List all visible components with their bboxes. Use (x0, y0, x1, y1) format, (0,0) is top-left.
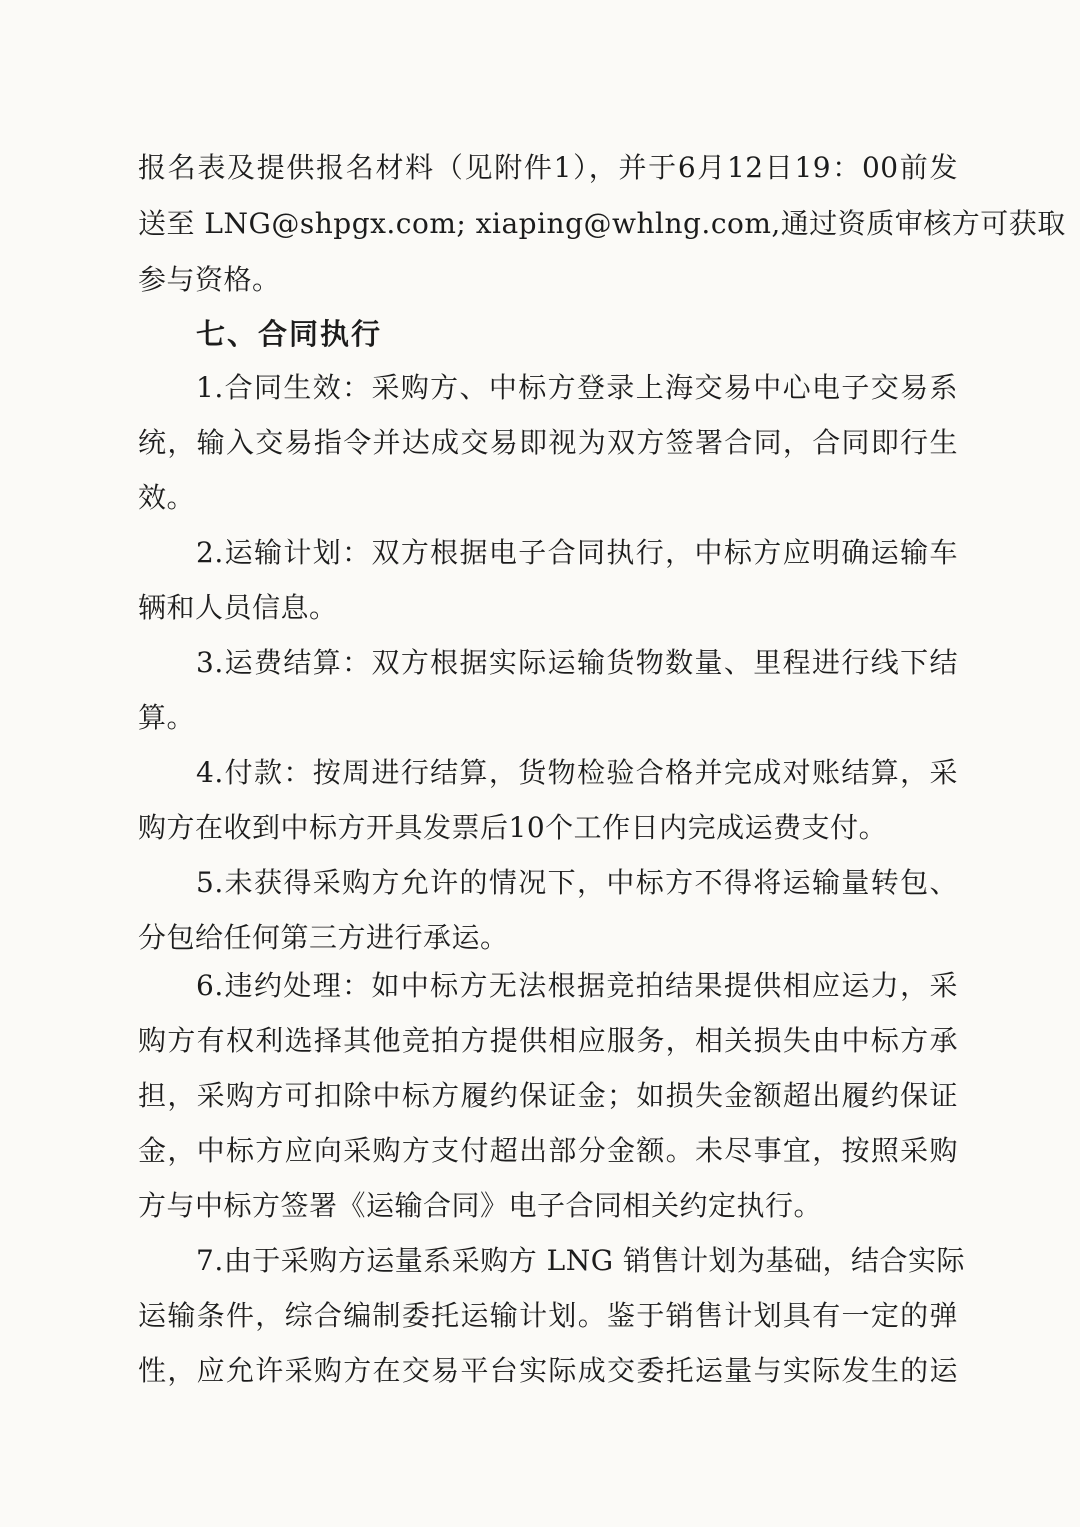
body-line: 参与资格。 (138, 263, 281, 296)
paragraph-line: 购方有权利选择其他竞拍方提供相应服务，相关损失由中标方承 (138, 1024, 958, 1057)
body-line: 送至 LNG@shpgx.com; xiaping@whlng.com,通过资质审核方可获取 (138, 207, 1066, 240)
paragraph-line: 金，中标方应向采购方支付超出部分金额。未尽事宜，按照采购 (138, 1134, 958, 1167)
section-heading: 七、合同执行 (196, 317, 383, 351)
paragraph-line: 4.付款：按周进行结算，货物检验合格并完成对账结算，采 (196, 756, 958, 789)
paragraph-line: 5.未获得采购方允许的情况下，中标方不得将运输量转包、 (196, 866, 958, 899)
paragraph-line: 性，应允许采购方在交易平台实际成交委托运量与实际发生的运 (138, 1354, 958, 1387)
paragraph-line: 购方在收到中标方开具发票后10个工作日内完成运费支付。 (138, 811, 888, 844)
paragraph-line: 6.违约处理：如中标方无法根据竞拍结果提供相应运力，采 (196, 969, 958, 1002)
paragraph-line: 3.运费结算：双方根据实际运输货物数量、里程进行线下结 (196, 646, 958, 679)
paragraph-line: 运输条件，综合编制委托运输计划。鉴于销售计划具有一定的弹 (138, 1299, 958, 1332)
paragraph-line: 分包给任何第三方进行承运。 (138, 921, 509, 954)
paragraph-line: 7.由于采购方运量系采购方 LNG 销售计划为基础，结合实际 (196, 1244, 965, 1277)
body-line: 报名表及提供报名材料（见附件1），并于6月12日19：00前发 (138, 151, 958, 184)
paragraph-line: 统，输入交易指令并达成交易即视为双方签署合同，合同即行生 (138, 426, 958, 459)
paragraph-line: 2.运输计划：双方根据电子合同执行，中标方应明确运输车 (196, 536, 958, 569)
paragraph-line: 辆和人员信息。 (138, 591, 338, 624)
paragraph-line: 效。 (138, 481, 196, 514)
paragraph-line: 1.合同生效：采购方、中标方登录上海交易中心电子交易系 (196, 371, 958, 404)
paragraph-line: 算。 (138, 701, 196, 734)
paragraph-line: 担，采购方可扣除中标方履约保证金；如损失金额超出履约保证 (138, 1079, 958, 1112)
paragraph-line: 方与中标方签署《运输合同》电子合同相关约定执行。 (138, 1189, 823, 1222)
